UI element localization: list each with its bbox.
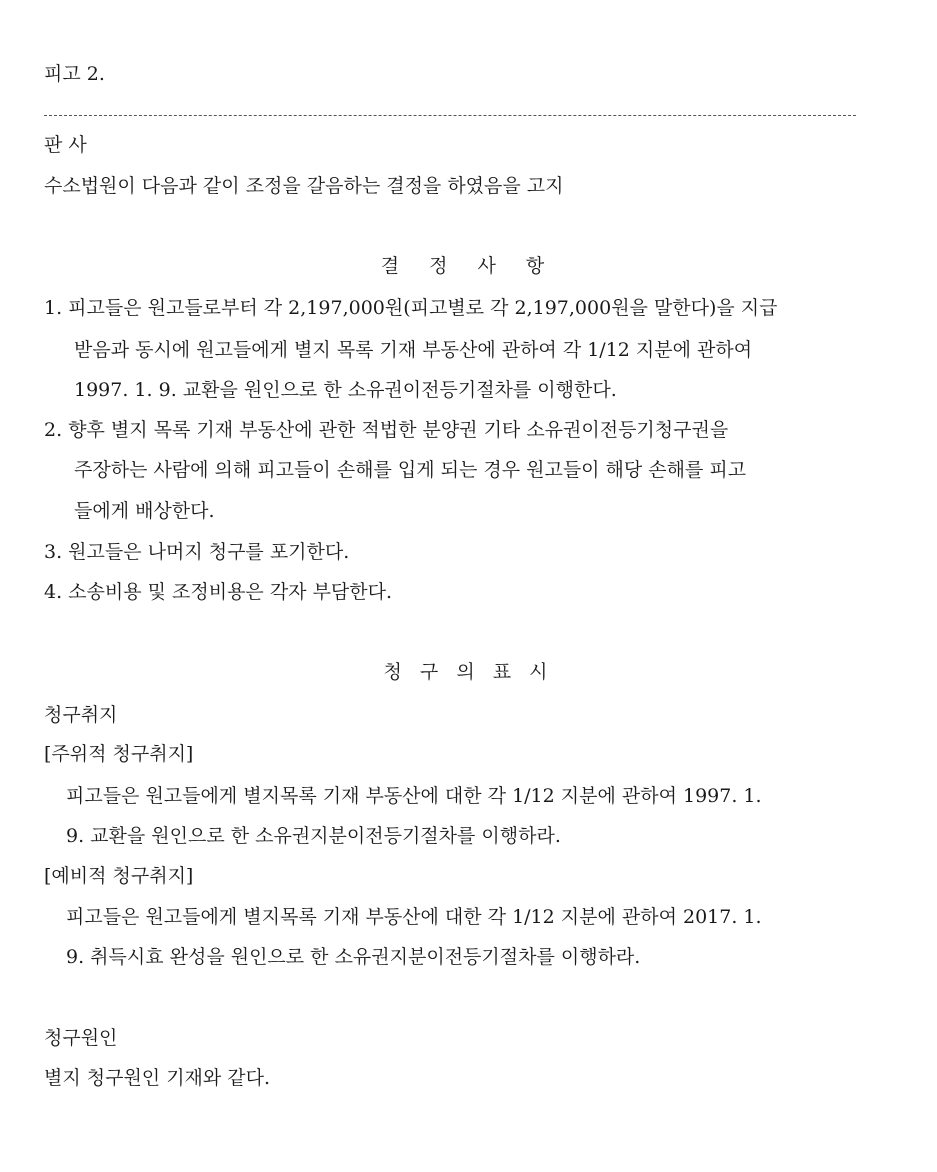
- claim-cause-text: 별지 청구원인 기재와 같다.: [44, 1067, 271, 1089]
- secondary-claim-line-1: 피고들은 원고들에게 별지목록 기재 부동산에 대한 각 1/12 지분에 관하여 2017. 1.: [66, 906, 762, 928]
- claim-cause-label: 청구원인: [44, 1027, 118, 1049]
- primary-claim-line-2: 9. 교환을 원인으로 한 소유권지분이전등기절차를 이행하라.: [66, 825, 561, 847]
- claim-purpose-label: 청구취지: [44, 704, 118, 726]
- decision-item-1-line-2: 받음과 동시에 원고들에게 별지 목록 기재 부동산에 관하여 각 1/12 지분에 관하여: [74, 339, 753, 361]
- primary-claim-label: [주위적 청구취지]: [44, 743, 194, 765]
- secondary-claim-line-2: 9. 취득시효 완성을 원인으로 한 소유권지분이전등기절차를 이행하라.: [66, 946, 641, 968]
- decision-title: 결 정 사 항: [380, 255, 557, 277]
- decision-item-2-line-1: 2. 향후 별지 목록 기재 부동산에 관한 적법한 분양권 기타 소유권이전등기청구권을: [44, 419, 729, 441]
- claim-title: 청 구 의 표 시: [383, 661, 554, 683]
- defendant-heading: 피고 2.: [44, 63, 105, 85]
- judge-label: 판 사: [44, 134, 87, 156]
- decision-item-4: 4. 소송비용 및 조정비용은 각자 부담한다.: [44, 581, 393, 603]
- secondary-claim-label: [예비적 청구취지]: [44, 865, 194, 887]
- decision-item-2-line-3: 들에게 배상한다.: [74, 500, 215, 522]
- judge-notice: 수소법원이 다음과 같이 조정을 갈음하는 결정을 하였음을 고지: [44, 175, 564, 197]
- section-divider: [44, 115, 856, 116]
- decision-item-2-line-2: 주장하는 사람에 의해 피고들이 손해를 입게 되는 경우 원고들이 해당 손해를 피고: [74, 459, 747, 481]
- primary-claim-line-1: 피고들은 원고들에게 별지목록 기재 부동산에 대한 각 1/12 지분에 관하여 1997. 1.: [66, 785, 762, 807]
- decision-item-3: 3. 원고들은 나머지 청구를 포기한다.: [44, 541, 350, 563]
- decision-item-1-line-1: 1. 피고들은 원고들로부터 각 2,197,000원(피고별로 각 2,197,000원을 말한다)을 지급: [44, 297, 778, 319]
- decision-item-1-line-3: 1997. 1. 9. 교환을 원인으로 한 소유권이전등기절차를 이행한다.: [74, 379, 617, 401]
